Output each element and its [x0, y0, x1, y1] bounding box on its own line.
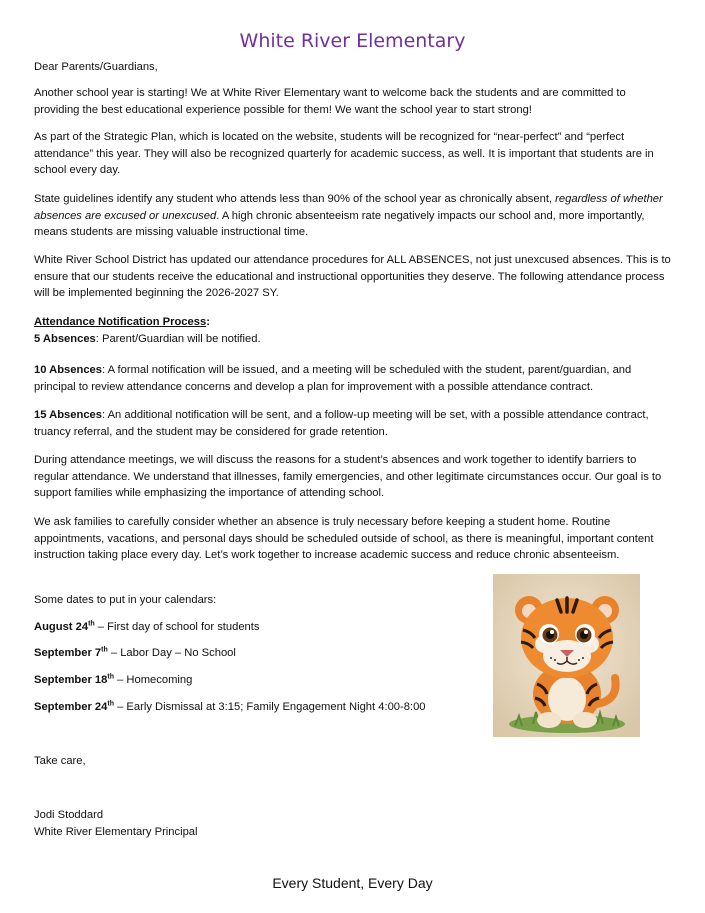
text: State guidelines identify any student who attends less than 90% of the school year as chronically absent, — [34, 193, 556, 205]
step-15-label: 15 Absences — [34, 409, 102, 421]
paragraph-state-guidelines — [34, 191, 674, 241]
date-label: September 7 — [34, 647, 102, 659]
date-label: August 24 — [34, 621, 89, 633]
paragraph-welcome: Another school year is starting! We at White River Elementary want to welcome back the students and are committed to providing the best educational experience possible for them! We want the school year to start strong! — [34, 87, 626, 116]
paragraph-meetings: During attendance meetings, we will discuss the reasons for a student’s absences and work together to identify barriers to regular attendance. We understand that illnesses, family emergencies, and other legitimate circumstances occur. Our goal is to support families while emphasizing the importance of attending school. — [34, 454, 662, 500]
step-5-label: 5 Absences — [34, 332, 96, 345]
closing: Take care, — [34, 755, 86, 767]
date-text: – Homecoming — [113, 674, 193, 686]
paragraph-procedures: White River School District has updated our attendance procedures for ALL ABSENCES, not just unexcused absences. This is to ensure that our students receive the educational and instructional opportunities they deserve. The following attendance process will be implemented beginning the 2026-2027 SY. — [34, 254, 671, 300]
date-suffix: th — [107, 700, 114, 708]
date-label: September 18 — [34, 674, 108, 686]
page-title: White River Elementary — [239, 30, 466, 52]
step-5-text: : Parent/Guardian will be notified. — [95, 332, 261, 345]
step-10-label: 10 Absences — [34, 364, 102, 376]
date-text: – First day of school for students — [94, 621, 260, 633]
text: . A high chronic absenteeism rate negatively impacts our school and, more importantly, means students are missing valuable instructional time. — [34, 209, 645, 239]
process-section — [34, 314, 674, 347]
process-heading: Attendance Notification Process — [34, 316, 207, 328]
signer-name: Jodi Stoddard — [34, 809, 104, 821]
tiger-cub-illustration — [493, 574, 640, 737]
step-10-text: : A formal notification will be issued, and a meeting will be scheduled with the student, parent/guardian, and principal to review attendance concerns and develop a plan for improvement with a possible attendance contract. — [34, 364, 632, 393]
paragraph-families: We ask families to carefully consider whether an absence is truly necessary before keeping a student home. Routine appointments, vacations, and personal days should be scheduled outside of school, as there is meaningful, important content instruction taking place every day. Let’s work together to increase academic success and reduce chronic absenteeism. — [34, 516, 654, 562]
date-text: – Labor Day – No School — [107, 647, 236, 659]
step-15-text: : An additional notification will be sent, and a follow-up meeting will be set, with a possible attendance contract, truancy referral, and the student may be considered for grade retention. — [34, 409, 649, 438]
date-text: – Early Dismissal at 3:15; Family Engagement Night 4:00-8:00 — [113, 701, 426, 713]
step-15 — [34, 407, 674, 440]
signature-block — [34, 807, 674, 840]
footer-motto: Every Student, Every Day — [272, 875, 433, 891]
date-suffix: th — [88, 620, 95, 628]
colon: : — [206, 316, 210, 328]
date-suffix: th — [107, 673, 114, 681]
signer-title: White River Elementary Principal — [34, 825, 198, 838]
greeting: Dear Parents/Guardians, — [34, 61, 158, 73]
date-suffix: th — [101, 646, 108, 654]
step-10 — [34, 362, 674, 395]
paragraph-strategic-plan: As part of the Strategic Plan, which is located on the website, students will be recognized for “near-perfect” and “perfect attendance” this year. They will also be recognized quarterly for academic success, as well. It is important that students are in school every day. — [34, 131, 654, 177]
dates-intro: Some dates to put in your calendars: — [34, 594, 217, 606]
tiger-icon — [493, 574, 640, 737]
date-label: September 24 — [34, 701, 108, 713]
emphasis-text: regardless of whether absences are excused or unexcused — [34, 193, 663, 222]
